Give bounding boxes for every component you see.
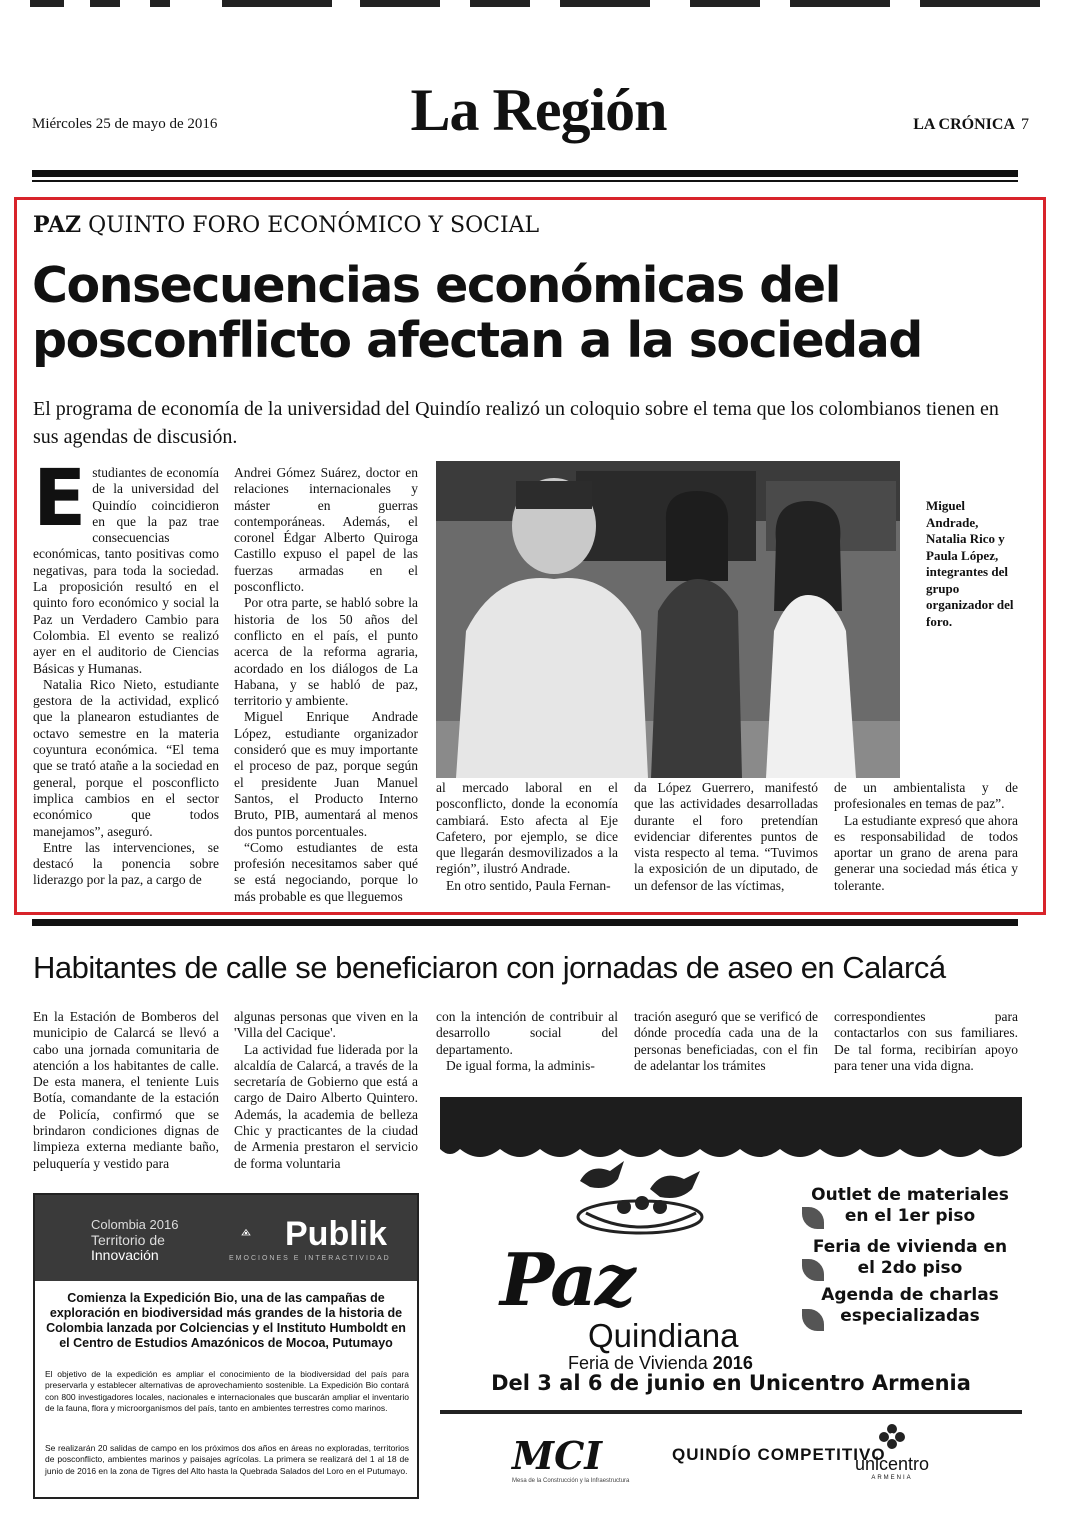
drop-cap: E xyxy=(33,454,87,544)
publik-tagline: EMOCIONES E INTERACTIVIDAD xyxy=(229,1255,391,1262)
unicentro-flower-icon xyxy=(877,1423,907,1449)
publik-ad-body: Se realizarán 20 salidas de campo en los próximos dos años en áreas no exploradas, territorios de posconflicto, ambientes marinos y paisajes agrícolas. La primera se realizará del 1 al 18 de junio de 2016 en la zona de Tigres del Alto hasta la Quebrada Salados del Loro en el Putumayo. xyxy=(45,1443,409,1476)
section-rule xyxy=(32,919,1018,926)
article-kicker: PAZ QUINTO FORO ECONÓMICO Y SOCIAL xyxy=(33,212,540,238)
scan-edge xyxy=(0,0,1077,12)
publik-ad-title: Comienza la Expedición Bio, una de las campañas de exploración en biodiversidad más grandes de la historia de Colombia lanzada por Colciencias y el Instituto Humboldt en el Centro de Estudios Amazónicos de Mocoa, Putumayo xyxy=(46,1291,406,1350)
paz-logo-subtitle: Quindiana xyxy=(588,1317,739,1354)
leaf-border-icon xyxy=(440,1137,1022,1167)
article-photo xyxy=(436,461,900,778)
ad-feature-3: Agenda de charlas especializadas xyxy=(821,1285,999,1326)
publik-ad-body: El objetivo de la expedición es ampliar el conocimiento de la biodiversidad del país para preservarla y establecer alternativas de aprovechamiento sostenible. La Expedición Bio contará con 800 investigadores locales, nacionales e internacionales que buscarán ampliar el inventario de la fauna, flora y microorganismos del país, tanto en ambientes terrestres como marinos. xyxy=(45,1369,409,1414)
article-column-2: Andrei Gómez Suárez, doctor en relaciones internacionales y máster en guerras contemporáneas. Además, el coronel Édgar Alberto Quiroga Castillo expuso el papel de las fuerzas armadas en el posconflicto. Por otra parte, se habló sobre la historia de los 50 años del conflicto en el país, el punto acerca de la reforma agraria, acordado en los diálogos de La Habana, y se habló de paz, territorio y ambiente. Miguel Enrique Andrade López, estudiante organizador consideró que es muy importante el proceso de paz, porque según el presidente Juan Manuel Santos, el Producto Interno Bruto, PIB, aumentará al menos dos puntos porcentuales. “Como estudiantes de esta profesión necesitamos saber qué se está negociando, porque lo más probable es que lleguemos xyxy=(234,465,418,904)
article2-headline: Habitantes de calle se beneficiaron con jornadas de aseo en Calarcá xyxy=(33,950,946,985)
ad-dates: Del 3 al 6 de junio en Unicentro Armenia xyxy=(491,1371,971,1395)
article2-column-3: con la intención de contribuir al desarrollo social del departamento. De igual forma, la adminis- xyxy=(436,1009,618,1073)
article2-column-5: correspondientes para contactarlos con sus familiares. De tal forma, recibirían apoyo para tener una vida digna. xyxy=(834,1009,1018,1073)
paz-logo-title: Paz xyxy=(500,1237,634,1322)
article2-column-2: algunas personas que viven en la 'Villa del Cacique'. La actividad fue liderada por la alcaldía de Calarcá, a través de la secretaría de Gobierno que está a cargo de Dairo Alberto Quintero. Además, la academia de belleza Chic y practicantes de la ciudad de Armenia prestaron el servicio de forma voluntaria xyxy=(234,1009,418,1171)
article-column-3: al mercado laboral en el posconflicto, donde la economía cambiará. Esto afecta al Eje Cafetero, por ejemplo, se dice que llegarán desmovilizados a la región”, ilustró Andrade. En otro sentido, Paula Fernan- xyxy=(436,780,618,893)
paz-quindiana-ad xyxy=(440,1097,1022,1507)
publik-brand: Publik xyxy=(285,1215,388,1253)
article-deck: El programa de economía de la universidad del Quindío realizó un coloquio sobre el tema que los colombianos tienen en sus agendas de discusión. xyxy=(33,398,999,448)
photo-caption: Miguel Andrade, Natalia Rico y Paula López, integrantes del grupo organizador del foro. xyxy=(926,498,1014,629)
article-column-4: da López Guerrero, manifestó que las actividades desarrolladas durante el foro pretendían evidenciar diferentes puntos de vista respecto al tema. “Tuvimos la exposición de un diputado, de un defensor de las víctimas, xyxy=(634,780,818,893)
birds-nest-icon xyxy=(550,1149,720,1239)
article2-column-4: tración aseguró que se verificó de dónde procedía cada una de la personas beneficiadas, con el fin de adelantar los trámites xyxy=(634,1009,818,1073)
ad-line: Innovación xyxy=(91,1247,159,1263)
header-rule-thin xyxy=(32,180,1018,182)
publik-ad xyxy=(33,1193,419,1499)
sponsor-mci: MCI Mesa de la Construcción y la Infraestructura xyxy=(512,1433,630,1484)
publik-banner xyxy=(35,1195,417,1281)
article2-column-1: En la Estación de Bomberos del municipio de Calarcá se llevó a cabo una jornada comunitaria de atención a los habitantes de calle. De esta manera, el teniente Luis Botía, comandante de la estación de Policía, confirmó que se brindaron condiciones dignas de limpieza externa mediante baño, peluquería y vestido para xyxy=(33,1009,219,1171)
publication-name: LA CRÓNICA xyxy=(913,116,1015,133)
sponsor-quindio-competitivo: QUINDÍO COMPETITIVO xyxy=(672,1445,886,1464)
page-number: 7 xyxy=(1021,116,1029,133)
ad-divider xyxy=(440,1407,1022,1417)
header-rule xyxy=(32,170,1018,177)
sponsor-unicentro: unicentro ARMENIA xyxy=(850,1423,934,1481)
publik-logo-icon xyxy=(241,1213,281,1253)
ad-line: Territorio de xyxy=(91,1232,165,1248)
ad-feature-2: Feria de vivienda en el 2do piso xyxy=(812,1237,1008,1278)
article-column-1: E studiantes de economía de la universidad del Quindío coincidieron en que la paz trae consecuencias económicas, tanto positivas como negativas, para toda la sociedad. La proposición resultó en el quinto foro económico y social la Paz un Verdadero Cambio para Colombia. El evento se realizó ayer en el auditorio de Ciencias Básicas y Humanas. Natalia Rico Nieto, estudiante gestora de la actividad, explicó que la planearon estudiantes de octavo semestre en la materia coyuntura económica. “El tema que se trató atañe a la sociedad en general, porque el posconflicto implica cambios en el sector económico que todos manejamos”, aseguró. Entre las intervenciones, se destacó la ponencia sobre liderazgo por la paz, a cargo de xyxy=(33,454,219,888)
article-headline: Consecuencias económicas del posconflicto afectan a la sociedad xyxy=(32,257,922,369)
article-column-5: de un ambientalista y de profesionales en temas de paz”. La estudiante expresó que ahora es responsabilidad de todos aportar un grano de arena para generar una sociedad más ética y tolerante. xyxy=(834,780,1018,893)
paz-event-name: Feria de Vivienda 2016 xyxy=(568,1353,753,1373)
ad-line: Colombia 2016 xyxy=(91,1217,179,1232)
issue-date: Miércoles 25 de mayo de 2016 xyxy=(32,116,218,132)
ad-feature-1: Outlet de materiales en el 1er piso xyxy=(811,1185,1009,1226)
section-title: La Región xyxy=(410,77,667,143)
